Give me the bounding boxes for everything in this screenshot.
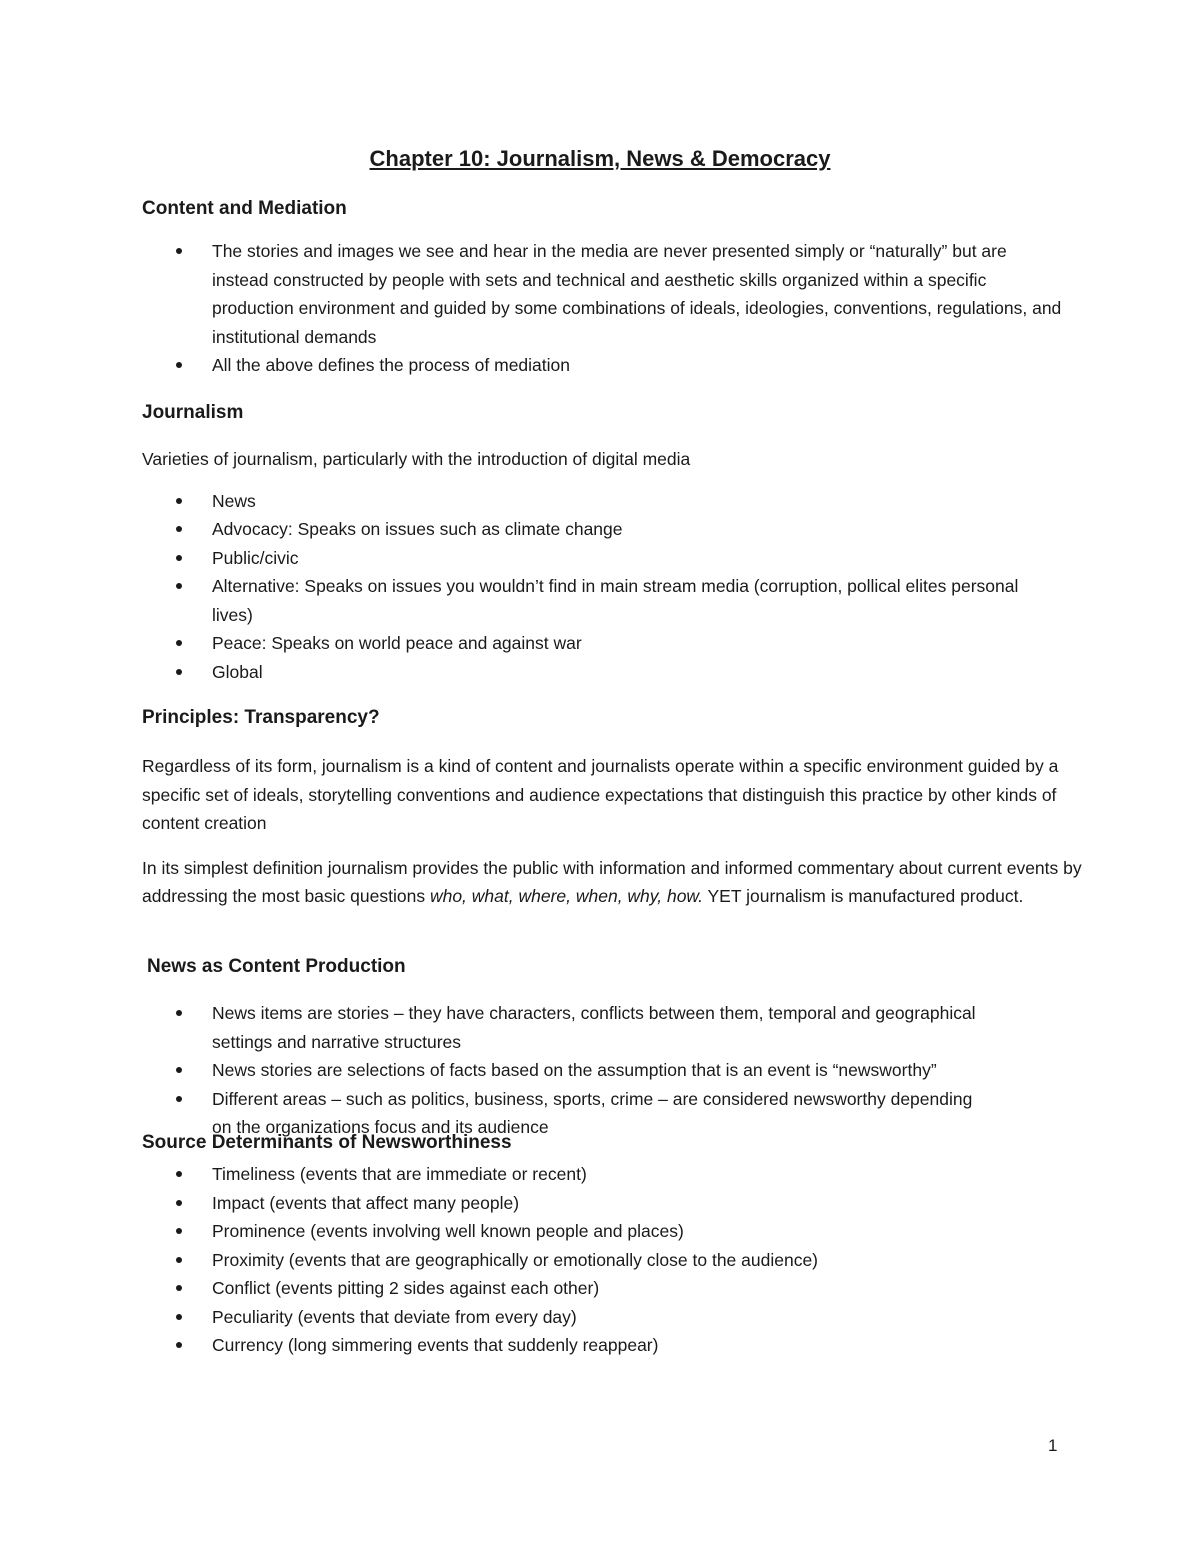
principles-paragraph-2 xyxy=(142,854,1082,911)
list-item: Peace: Speaks on world peace and against war xyxy=(142,629,1082,658)
section-news-content xyxy=(142,953,1082,1142)
list-item: Different areas – such as politics, business, sports, crime – are considered newsworthy depending on the organizations focus and its audience xyxy=(142,1085,1082,1142)
heading-news-content: News as Content Production xyxy=(147,956,406,977)
list-item: Impact (events that affect many people) xyxy=(142,1189,1082,1218)
list-source-determinants xyxy=(142,1160,1082,1360)
list-news-content xyxy=(142,999,1082,1142)
journalism-intro: Varieties of journalism, particularly with the introduction of digital media xyxy=(142,449,691,469)
paragraph-italic-text: who, what, where, when, why, how. xyxy=(429,886,703,906)
list-item: The stories and images we see and hear in the media are never presented simply or “naturally” but are instead constructed by people with sets and technical and aesthetic skills organized within a specific production environment and guided by some combinations of ideals, ideologies, conventions, regulations, and institutional demands xyxy=(142,237,1082,351)
principles-paragraph-1: Regardless of its form, journalism is a kind of content and journalists operate within a specific environment guided by a specific set of ideals, storytelling conventions and audience expectations that distinguish this practice by other kinds of content creation xyxy=(142,756,1059,833)
list-item: Timeliness (events that are immediate or recent) xyxy=(142,1160,1082,1189)
list-item: Global xyxy=(142,658,1082,687)
heading-journalism: Journalism xyxy=(142,402,244,423)
list-item: All the above defines the process of mediation xyxy=(142,351,1082,380)
page-title: Chapter 10: Journalism, News & Democracy xyxy=(369,146,831,171)
list-journalism xyxy=(142,487,1082,687)
list-item: Conflict (events pitting 2 sides against each other) xyxy=(142,1274,1082,1303)
page-number: 1 xyxy=(1048,1436,1058,1455)
list-item: Prominence (events involving well known people and places) xyxy=(142,1217,1082,1246)
section-source-determinants xyxy=(142,1129,1082,1360)
list-content-mediation xyxy=(142,237,1082,380)
list-item: Public/civic xyxy=(142,544,1082,573)
heading-principles: Principles: Transparency? xyxy=(142,707,380,728)
heading-content-mediation: Content and Mediation xyxy=(142,198,347,219)
list-item: Proximity (events that are geographically or emotionally close to the audience) xyxy=(142,1246,1082,1275)
list-item: Advocacy: Speaks on issues such as climate change xyxy=(142,515,1082,544)
paragraph-text: YET journalism is manufactured product. xyxy=(702,886,1024,906)
list-item: Peculiarity (events that deviate from every day) xyxy=(142,1303,1082,1332)
paragraph-text: In its simplest definition journalism provides the public with information and informed commentary about current events by addressing the most basic questions xyxy=(142,857,1082,906)
list-item: Alternative: Speaks on issues you wouldn’t find in main stream media (corruption, pollical elites personal lives) xyxy=(142,572,1082,629)
section-journalism xyxy=(142,399,1082,686)
list-item: Currency (long simmering events that suddenly reappear) xyxy=(142,1331,1082,1360)
list-item: News items are stories – they have characters, conflicts between them, temporal and geographical settings and narrative structures xyxy=(142,999,1082,1056)
list-item: News xyxy=(142,487,1082,516)
section-principles xyxy=(142,704,1082,911)
section-content-mediation xyxy=(142,195,1082,380)
list-item: News stories are selections of facts based on the assumption that is an event is “newsworthy” xyxy=(142,1056,1082,1085)
heading-source-determinants: Source Determinants of Newsworthiness xyxy=(142,1132,512,1153)
